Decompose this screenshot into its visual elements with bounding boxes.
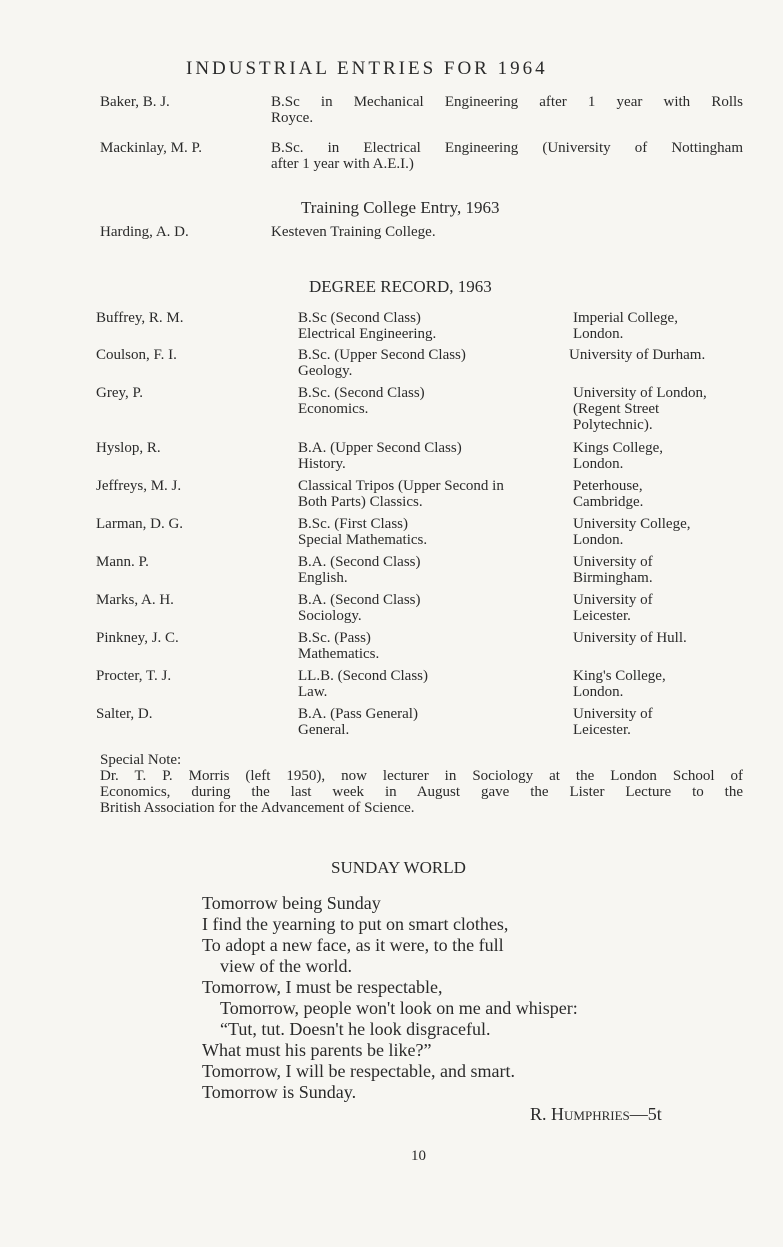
- degree-row-name: Coulson, F. I.: [96, 347, 177, 363]
- poem-line: Tomorrow, I will be respectable, and smart.: [202, 1061, 515, 1081]
- degree-row-institution-cont: London.: [573, 326, 624, 342]
- author-initial: R. H: [530, 1104, 565, 1124]
- degree-row-institution-cont: Birmingham.: [573, 570, 653, 586]
- degree-row-institution: Imperial College,: [573, 310, 678, 326]
- poem-line: What must his parents be like?”: [202, 1040, 432, 1060]
- degree-row-subject: Both Parts) Classics.: [298, 494, 423, 510]
- degree-row-institution: University of: [573, 554, 653, 570]
- degree-row-institution-cont: (Regent Street: [573, 401, 660, 417]
- poem-line: view of the world.: [220, 956, 352, 976]
- training-heading: Training College Entry, 1963: [301, 198, 500, 217]
- degree-row-qualification: B.A. (Upper Second Class): [298, 440, 462, 456]
- industrial-entry-name: Baker, B. J.: [100, 94, 170, 110]
- degree-row-qualification: B.Sc. (First Class): [298, 516, 409, 532]
- note-line: Economics, during the last week in August gave the Lister Lecture to the: [100, 784, 743, 800]
- poem-title: SUNDAY WORLD: [331, 858, 466, 877]
- industrial-entry-detail-cont: Royce.: [271, 110, 314, 126]
- degree-row-qualification: B.Sc. (Second Class): [298, 385, 425, 401]
- degree-row-subject: History.: [298, 456, 346, 472]
- degree-row-qualification: B.A. (Pass General): [298, 706, 418, 722]
- degree-row-qualification: LL.B. (Second Class): [298, 668, 428, 684]
- degree-row-name: Buffrey, R. M.: [96, 310, 184, 326]
- degree-row-name: Pinkney, J. C.: [96, 630, 179, 646]
- degree-row-name: Larman, D. G.: [96, 516, 184, 532]
- degree-heading: DEGREE RECORD, 1963: [309, 277, 492, 296]
- degree-row-qualification: B.A. (Second Class): [298, 554, 421, 570]
- degree-row-name: Marks, A. H.: [96, 592, 174, 608]
- poem-line: “Tut, tut. Doesn't he look disgraceful.: [220, 1019, 491, 1039]
- author-surname-smallcaps: UMPHRIES: [564, 1108, 630, 1123]
- degree-row-qualification: B.Sc. (Upper Second Class): [298, 347, 466, 363]
- degree-row-institution-cont: Polytechnic).: [573, 417, 653, 433]
- poem-line: To adopt a new face, as it were, to the full: [202, 935, 504, 955]
- page-number: 10: [411, 1148, 426, 1164]
- degree-row-institution: University of: [573, 706, 653, 722]
- degree-row-institution: University of Hull.: [573, 630, 687, 646]
- degree-row-institution-cont: London.: [573, 532, 624, 548]
- degree-row-institution-cont: Cambridge.: [573, 494, 644, 510]
- degree-row-institution: University of: [573, 592, 653, 608]
- industrial-heading: INDUSTRIAL ENTRIES FOR 1964: [186, 58, 548, 79]
- training-entry-name: Harding, A. D.: [100, 224, 189, 240]
- degree-row-qualification: B.Sc (Second Class): [298, 310, 421, 326]
- poem-line: Tomorrow is Sunday.: [202, 1082, 357, 1102]
- degree-row-institution: University of Durham.: [569, 347, 706, 363]
- industrial-entry-detail: B.Sc. in Electrical Engineering (University of Nottingham: [271, 140, 743, 156]
- degree-row-institution-cont: London.: [573, 456, 624, 472]
- degree-row-qualification: B.A. (Second Class): [298, 592, 421, 608]
- industrial-entry-detail-cont: after 1 year with A.E.I.): [271, 156, 414, 172]
- training-entry-college: Kesteven Training College.: [271, 224, 436, 240]
- note-label: Special Note:: [100, 752, 182, 768]
- degree-row-name: Procter, T. J.: [96, 668, 172, 684]
- degree-row-subject: Geology.: [298, 363, 353, 379]
- poem-line: Tomorrow, people won't look on me and whisper:: [220, 998, 578, 1018]
- degree-row-qualification: B.Sc. (Pass): [298, 630, 371, 646]
- degree-row-name: Hyslop, R.: [96, 440, 161, 456]
- degree-row-institution: Peterhouse,: [573, 478, 643, 494]
- note-line: British Association for the Advancement of Science.: [100, 800, 415, 816]
- degree-row-subject: Sociology.: [298, 608, 362, 624]
- industrial-entry-name: Mackinlay, M. P.: [100, 140, 202, 156]
- degree-row-institution-cont: London.: [573, 684, 624, 700]
- degree-row-subject: Economics.: [298, 401, 369, 417]
- degree-row-institution: King's College,: [573, 668, 666, 684]
- poem-line: Tomorrow being Sunday: [202, 893, 381, 913]
- poem-line: I find the yearning to put on smart clothes,: [202, 914, 509, 934]
- degree-row-name: Salter, D.: [96, 706, 153, 722]
- degree-row-institution-cont: Leicester.: [573, 722, 631, 738]
- degree-row-subject: Special Mathematics.: [298, 532, 428, 548]
- degree-row-institution: University of London,: [573, 385, 707, 401]
- poem-author: [530, 1104, 662, 1126]
- degree-row-subject: Law.: [298, 684, 328, 700]
- note-line: Dr. T. P. Morris (left 1950), now lecturer in Sociology at the London School of: [100, 768, 743, 784]
- industrial-entry-detail: B.Sc in Mechanical Engineering after 1 year with Rolls: [271, 94, 743, 110]
- author-form: —5t: [629, 1104, 662, 1124]
- degree-row-institution: University College,: [573, 516, 691, 532]
- degree-row-institution-cont: Leicester.: [573, 608, 631, 624]
- degree-row-subject: General.: [298, 722, 350, 738]
- degree-row-subject: Mathematics.: [298, 646, 380, 662]
- degree-row-subject: English.: [298, 570, 348, 586]
- poem-line: Tomorrow, I must be respectable,: [202, 977, 443, 997]
- degree-row-name: Jeffreys, M. J.: [96, 478, 182, 494]
- degree-row-institution: Kings College,: [573, 440, 663, 456]
- degree-row-subject: Electrical Engineering.: [298, 326, 437, 342]
- degree-row-name: Mann. P.: [96, 554, 149, 570]
- degree-row-name: Grey, P.: [96, 385, 143, 401]
- degree-row-qualification: Classical Tripos (Upper Second in: [298, 478, 504, 494]
